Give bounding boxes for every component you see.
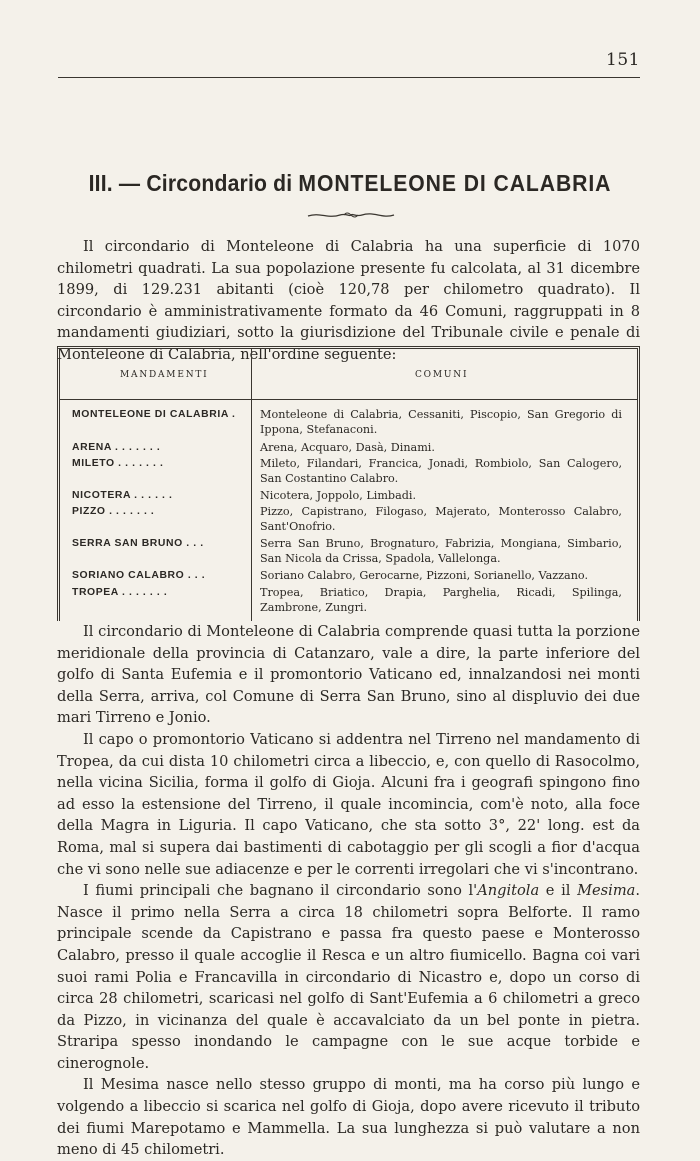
mandamento-name: PIZZO . . . . . . .: [72, 506, 155, 517]
mandamento-name: SERRA SAN BRUNO . . .: [72, 538, 204, 549]
paragraph: Il Mesima nasce nello stesso gruppo di monti, ma ha corso più lungo e volgendo a libeccio si scarica nel golfo di Gioja, dopo avere ricevuto il tributo dei fiumi Marepotamo e Mammella. La sua lunghezza si può valutare a non meno di 45 chilometri.: [57, 1076, 640, 1159]
title-prefix: III. — Circondario di: [88, 170, 299, 196]
comuni-list: Pizzo, Capistrano, Filogaso, Majerato, Monterosso Calabro, Sant'Onofrio.: [260, 505, 622, 533]
page-number: 151: [606, 50, 640, 70]
paragraph: Il capo o promontorio Vaticano si addentra nel Tirreno nel mandamento di Tropea, da cui dista 10 chilometri circa a libeccio, e, con quello di Rasocolmo, nella vicina Sicilia, forma il golfo di Gioja. Alcuni fra i geografi spingono fino ad esso la estensione del Tirreno, il quale incomincia, com'è noto, alla foce della Magra in Liguria. Il capo Vaticano, che sta sotto 3°, 22' long. est da Roma, mal si supera dai bastimenti di cabotaggio per gli scogli a fior d'acqua che vi sono nelle sue adiacenze e per le correnti irregolari che vi s'incontrano.: [57, 730, 640, 878]
comuni-list: Nicotera, Joppolo, Limbadi.: [260, 489, 417, 502]
river-angitola: Angitola: [477, 882, 540, 900]
comuni-list: Mileto, Filandari, Francica, Jonadi, Rombiolo, San Calogero, San Costantino Calabro.: [260, 457, 622, 485]
comuni-list: Arena, Acquaro, Dasà, Dinami.: [260, 441, 435, 454]
comuni-list: Tropea, Briatico, Drapia, Parghelia, Ricadi, Spilinga, Zambrone, Zungri.: [260, 586, 622, 614]
river-mesima: Mesima: [577, 882, 636, 900]
rivers-text-end: . Nasce il primo nella Serra a circa 18 chilometri sopra Belforte. Il ramo principale scende da Capistrano e passa fra questo paese e Monterosso Calabro, presso il quale accoglie il Resca e un altro fiumicello. Bagna coi vari suoi rami Polia e Francavilla in circondario di Nicastro e, dopo un corso di circa 28 chilometri, scaricasi nel golfo di Sant'Eufemia a 6 chilometri a greco da Pizzo, in vicinanza del quale è accavalciato da un bel ponte in pietra. Straripa spesso inondando le campagne con le sue acque torbide e cinerognole.: [57, 882, 640, 1072]
header-mandamenti: MANDAMENTI: [120, 370, 209, 380]
ornament-divider: [306, 208, 396, 222]
chapter-title: [28, 170, 672, 197]
rivers-text-middle: e il: [539, 882, 578, 900]
mandamento-name: ARENA . . . . . . .: [72, 442, 161, 453]
mandamento-name: SORIANO CALABRO . . .: [72, 570, 206, 581]
mandamento-name: MONTELEONE DI CALABRIA .: [72, 409, 236, 420]
intro-text: Il circondario di Monteleone di Calabria ha una superficie di 1070 chilometri quadrati. La sua popolazione presente fu calcolata, al 31 dicembre 1899, di 129.231 abitanti (cioè 120,78 per chilometro quadrato). Il circondario è amministrativamente formato da 46 Comuni, raggruppati in 8 mandamenti giudiziari, sotto la giurisdizione del Tribunale civile e penale di Monteleone di Calabria, nell'ordine seguente:: [57, 238, 640, 363]
comuni-list: Serra San Bruno, Brognaturo, Fabrizia, Mongiana, Simbario, San Nicola da Crissa, Spadola, Vallelonga.: [260, 537, 622, 565]
mandamento-name: TROPEA . . . . . . .: [72, 587, 168, 598]
table-header: [60, 349, 637, 400]
comuni-list: Soriano Calabro, Gerocarne, Pizzoni, Sorianello, Vazzano.: [260, 569, 589, 582]
comuni-list: Monteleone di Calabria, Cessaniti, Piscopio, San Gregorio di Ippona, Stefanaconi.: [260, 408, 622, 436]
body-text: [57, 621, 640, 1161]
title-name: MONTELEONE DI CALABRIA: [298, 170, 612, 196]
header-comuni: COMUNI: [415, 370, 469, 380]
mandamento-name: MILETO . . . . . . .: [72, 458, 164, 469]
mandamento-name: NICOTERA . . . . . .: [72, 490, 173, 501]
column-separator: [251, 349, 252, 621]
rivers-text-start: I fiumi principali che bagnano il circondario sono l': [83, 882, 478, 900]
rivers-paragraph: [57, 880, 640, 1074]
paragraph: Il circondario di Monteleone di Calabria comprende quasi tutta la porzione meridionale della provincia di Catanzaro, vale a dire, la parte inferiore del golfo di Santa Eufemia e il promontorio Vaticano ed, innalzandosi nei monti della Serra, arriva, col Comune di Serra San Bruno, sino al displuvio dei due mari Tirreno e Jonio.: [57, 623, 640, 727]
mandamenti-table: [57, 346, 640, 621]
header-rule: [58, 77, 640, 78]
